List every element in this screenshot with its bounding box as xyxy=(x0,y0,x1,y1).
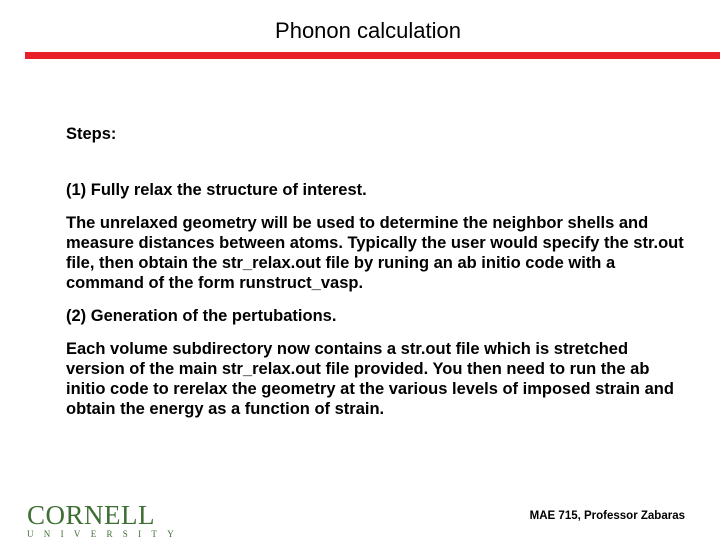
slide-body xyxy=(66,124,686,419)
slide-title: Phonon calculation xyxy=(275,18,461,43)
title-divider-bar xyxy=(25,52,720,59)
step-1-title: (1) Fully relax the structure of interest. xyxy=(66,181,367,199)
footer-course: MAE 715, Professor Zabaras xyxy=(529,510,685,522)
logo-subtitle: UNIVERSITY xyxy=(27,529,184,539)
title-divider xyxy=(25,52,720,59)
step-2-description: Each volume subdirectory now contains a str.out file which is stretched version of the main str_relax.out file provided. You then need to run the ab initio code to rerelax the geometry at the various levels of imposed strain and obtain the energy as a function of strain. xyxy=(66,340,674,418)
logo-wordmark: CORNELL xyxy=(27,500,155,530)
step-2-title: (2) Generation of the pertubations. xyxy=(66,307,337,325)
step-1-description: The unrelaxed geometry will be used to determine the neighbor shells and measure distances between atoms. Typically the user would specify the str.out file, then obtain the str_relax.out file by runing an ab initio code with a command of the form runstruct_vasp. xyxy=(66,214,684,292)
steps-heading: Steps: xyxy=(66,125,117,143)
cornell-logo xyxy=(27,500,184,539)
